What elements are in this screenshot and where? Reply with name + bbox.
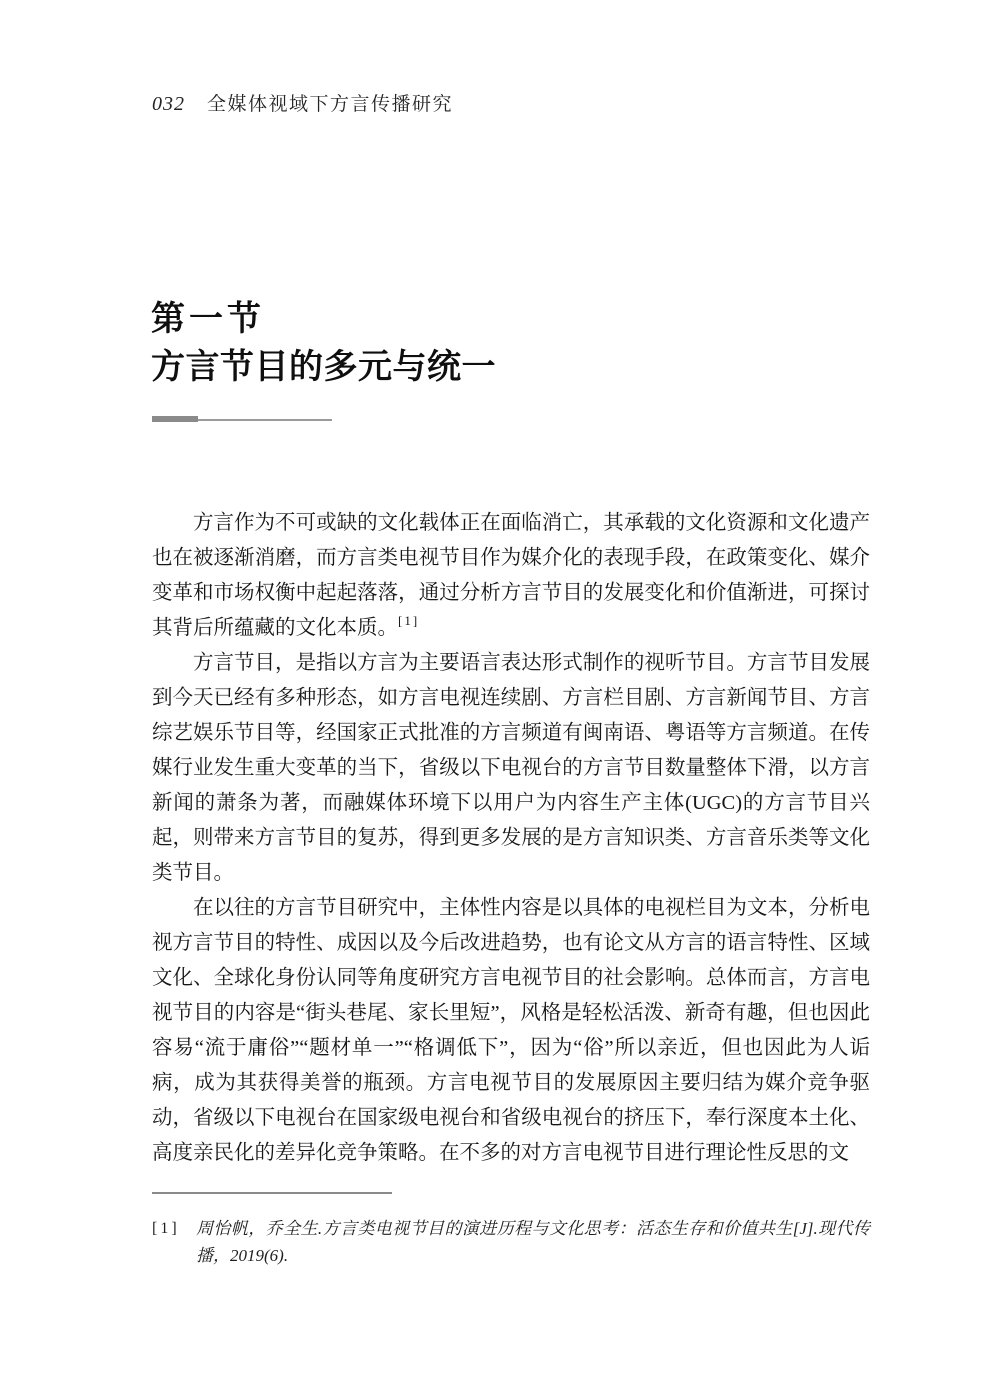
footnote-1 (152, 1215, 870, 1269)
paragraph-1 (152, 506, 870, 646)
footnote-1-text: 周怡帆，乔全生.方言类电视节目的演进历程与文化思考：活态生存和价值共生[J].现代传播，2019(6). (196, 1219, 870, 1265)
rule-thick-segment (152, 416, 198, 422)
book-title: 全媒体视域下方言传播研究 (207, 94, 454, 115)
footnote-1-marker: [1] (152, 1220, 180, 1237)
running-header (152, 89, 453, 116)
body-text (152, 506, 870, 1171)
page-number: 032 (152, 93, 185, 115)
rule-thin-segment (198, 419, 332, 421)
section-title: 方言节目的多元与统一 (151, 348, 496, 386)
footnote-ref-1: [1] (398, 613, 420, 629)
paragraph-3 (152, 891, 870, 1171)
paragraph-1-text: 方言作为不可或缺的文化载体正在面临消亡，其承载的文化资源和文化遗产也在被逐渐消磨，而方言类电视节目作为媒介化的表现手段，在政策变化、媒介变革和市场权衡中起起落落，通过分析方言节目的发展变化和价值渐进，可探讨其背后所蕴藏的文化本质。 (152, 512, 870, 639)
section-label: 第一节 (151, 300, 265, 338)
paragraph-3-text: 在以往的方言节目研究中，主体性内容是以具体的电视栏目为文本，分析电视方言节目的特性、成因以及今后改进趋势，也有论文从方言的语言特性、区域文化、全球化身份认同等角度研究方言电视节目的社会影响。总体而言，方言电视节目的内容是“街头巷尾、家长里短”，风格是轻松活泼、新奇有趣，但也因此容易“流于庸俗”“题材单一”“格调低下”，因为“俗”所以亲近，但也因此为人诟病，成为其获得美誉的瓶颈。方言电视节目的发展原因主要归结为媒介竞争驱动，省级以下电视台在国家级电视台和省级电视台的挤压下，奉行深度本土化、高度亲民化的差异化竞争策略。在不多的对方言电视节目进行理论性反思的文 (152, 897, 870, 1164)
paragraph-2-text: 方言节目，是指以方言为主要语言表达形式制作的视听节目。方言节目发展到今天已经有多种形态，如方言电视连续剧、方言栏目剧、方言新闻节目、方言综艺娱乐节目等，经国家正式批准的方言频道有闽南语、粤语等方言频道。在传媒行业发生重大变革的当下，省级以下电视台的方言节目数量整体下滑，以方言新闻的萧条为著，而融媒体环境下以用户为内容生产主体(UGC)的方言节目兴起，则带来方言节目的复苏，得到更多发展的是方言知识类、方言音乐类等文化类节目。 (152, 652, 870, 884)
paragraph-2 (152, 646, 870, 891)
footnote-separator-rule (152, 1192, 392, 1194)
title-ornament-rule (152, 416, 332, 422)
